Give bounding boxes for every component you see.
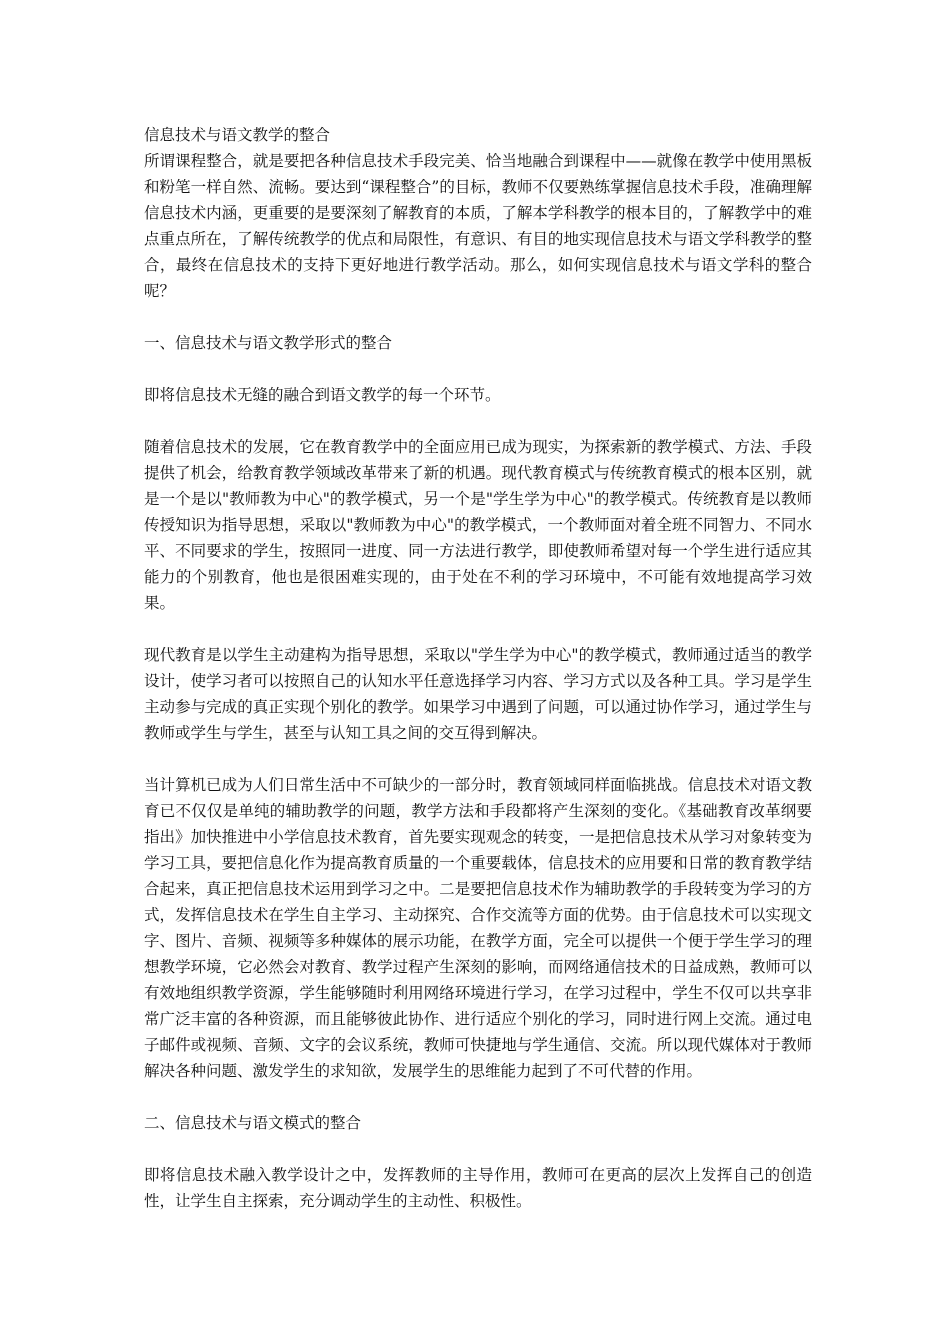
section2-paragraph-1: 即将信息技术融入教学设计之中，发挥教师的主导作用，教师可在更高的层次上发挥自己的创造性，让学生自主探索，充分调动学生的主动性、积极性。 [144, 1166, 812, 1210]
section1-paragraph-3: 当计算机已成为人们日常生活中不可缺少的一部分时，教育领域同样面临挑战。信息技术对语文教育已不仅仅是单纯的辅助教学的问题，教学方法和手段都将产生深刻的变化。《基础教育改革纲要指出》加快推进中小学信息技术教育，首先要实现观念的转变，一是把信息技术从学习对象转变为学习工具，要把信息化作为提高教育质量的一个重要载体，信息技术的应用要和日常的教育教学结合起来，真正把信息技术运用到学习之中。二是要把信息技术作为辅助教学的手段转变为学习的方式，发挥信息技术在学生自主学习、主动探究、合作交流等方面的优势。由于信息技术可以实现文字、图片、音频、视频等多种媒体的展示功能，在教学方面，完全可以提供一个便于学生学习的理想教学环境，它必然会对教育、教学过程产生深刻的影响，而网络通信技术的日益成熟，教师可以有效地组织教学资源，学生能够随时利用网络环境进行学习，在学习过程中，学生不仅可以共享非常广泛丰富的各种资源，而且能够彼此协作、进行适应个别化的学习，同时进行网上交流。通过电子邮件或视频、音频、文字的会议系统，教师可快捷地与学生通信、交流。所以现代媒体对于教师解决各种问题、激发学生的求知欲，发展学生的思维能力起到了不可代替的作用。 [144, 776, 812, 1080]
document-title: 信息技术与语文教学的整合 [144, 126, 331, 144]
section1-paragraph-2: 现代教育是以学生主动建构为指导思想，采取以"学生学为中心"的教学模式，教师通过适当的教学设计，使学习者可以按照自己的认知水平任意选择学习内容、学习方式以及各种工具。学习是学生主动参与完成的真正实现个别化的教学。如果学习中遇到了问题，可以通过协作学习，通过学生与教师或学生与学生，甚至与认知工具之间的交互得到解决。 [144, 646, 812, 742]
section1-heading: 一、信息技术与语文教学形式的整合 [144, 334, 393, 352]
section1-summary: 即将信息技术无缝的融合到语文教学的每一个环节。 [144, 386, 501, 404]
document-body [144, 122, 812, 1214]
section1-paragraph-1: 随着信息技术的发展，它在教育教学中的全面应用已成为现实，为探索新的教学模式、方法、手段提供了机会，给教育教学领域改革带来了新的机遇。现代教育模式与传统教育模式的根本区别，就是一个是以"教师教为中心"的教学模式，另一个是"学生学为中心"的教学模式。传统教育是以教师传授知识为指导思想，采取以"教师教为中心"的教学模式，一个教师面对着全班不同智力、不同水平、不同要求的学生，按照同一进度、同一方法进行教学，即使教师希望对每一个学生进行适应其能力的个别教育，他也是很困难实现的，由于处在不利的学习环境中，不可能有效地提高学习效果。 [144, 438, 812, 612]
intro-paragraph: 所谓课程整合，就是要把各种信息技术手段完美、恰当地融合到课程中——就像在教学中使用黑板和粉笔一样自然、流畅。要达到“课程整合”的目标，教师不仅要熟练掌握信息技术手段，准确理解信息技术内涵，更重要的是要深刻了解教育的本质，了解本学科教学的根本目的，了解教学中的难点重点所在，了解传统教学的优点和局限性，有意识、有目的地实现信息技术与语文学科教学的整合，最终在信息技术的支持下更好地进行教学活动。那么，如何实现信息技术与语文学科的整合呢？ [144, 152, 812, 300]
section2-heading: 二、信息技术与语文模式的整合 [144, 1114, 362, 1132]
